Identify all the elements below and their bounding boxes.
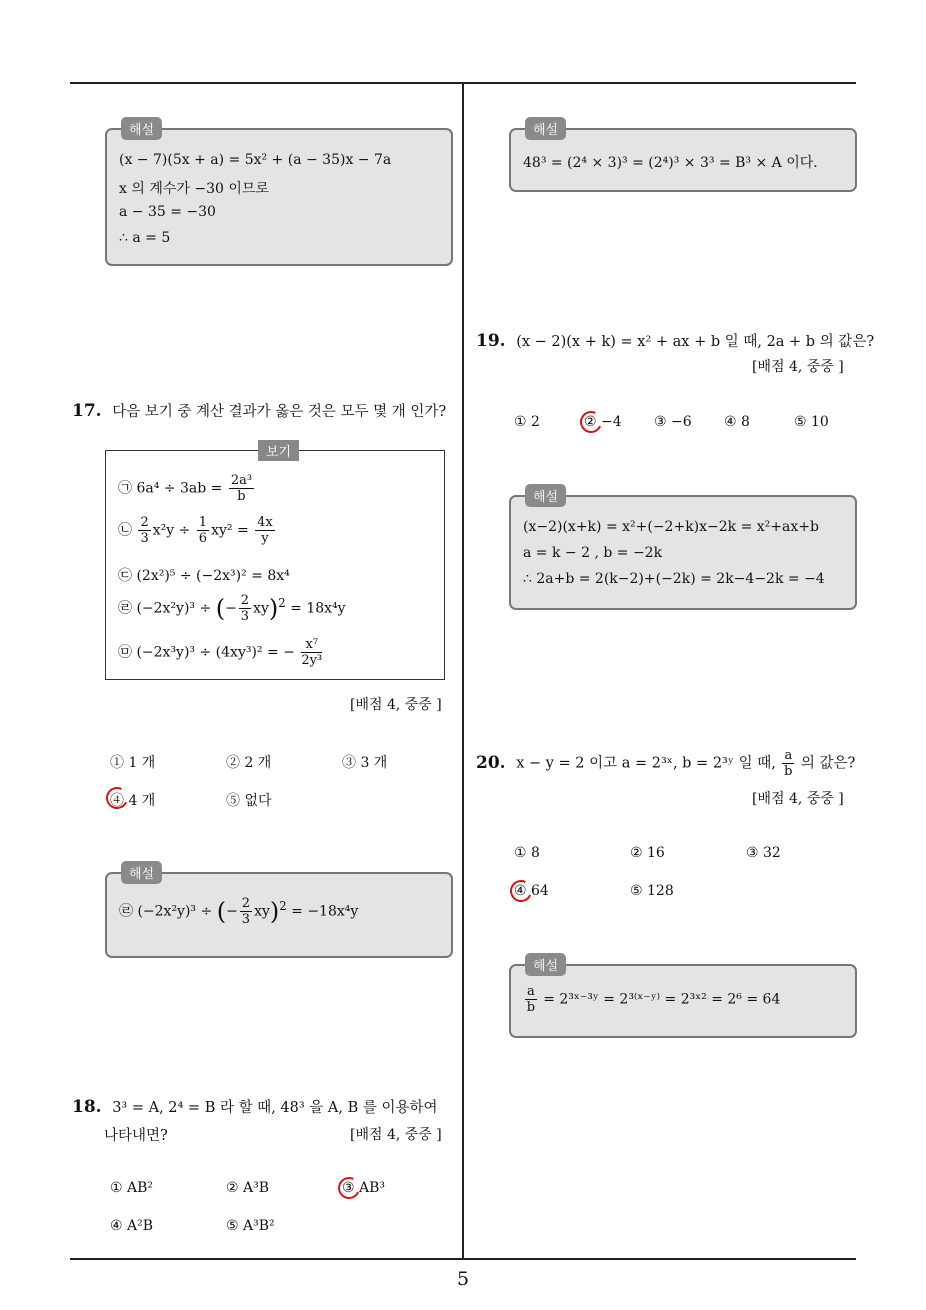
- question-number: 18.: [72, 1097, 102, 1117]
- bogi-item-3: ㉢ (2x²)⁵ ÷ (−2x³)² = 8x⁴: [118, 568, 290, 584]
- points-20: [배점 4, 중중 ]: [752, 791, 844, 807]
- solution-label: 해설: [525, 117, 566, 140]
- choice-19-4[interactable]: ④ 8: [724, 414, 750, 430]
- choice-20-4[interactable]: ④ 64: [514, 883, 549, 899]
- choice-20-1[interactable]: ① 8: [514, 845, 540, 861]
- solution-line: ∴ 2a+b = 2(k−2)+(−2k) = 2k−4−2k = −4: [523, 571, 825, 587]
- solution-17-box: [105, 867, 453, 958]
- question-number: 19.: [476, 331, 506, 351]
- choice-17-5[interactable]: ⑤ 없다: [226, 793, 272, 809]
- choice-19-3[interactable]: ③ −6: [654, 414, 692, 430]
- solution-label: 해설: [525, 484, 566, 507]
- bogi-item-5: ㉤ (−2x³y)³ ÷ (4xy³)² = − $\frac{\text{x⁷}}{\text{2y³}}$: [118, 637, 323, 668]
- solution-line: a − 35 = −30: [119, 204, 216, 220]
- solution-label: 해설: [121, 861, 162, 884]
- answer-mark-20: [507, 877, 535, 905]
- choice-19-1[interactable]: ① 2: [514, 414, 540, 430]
- solution-16-box: [105, 123, 453, 266]
- question-text: 3³ = A, 2⁴ = B 라 할 때, 48³ 을 A, B 를 이용하여: [112, 1100, 438, 1116]
- choice-19-5[interactable]: ⑤ 10: [794, 414, 829, 430]
- question-20: [476, 748, 855, 779]
- choice-20-3[interactable]: ③ 32: [746, 845, 781, 861]
- solution-line: ∴ a = 5: [119, 230, 171, 246]
- choice-18-4[interactable]: ④ A²B: [110, 1218, 154, 1234]
- choice-18-2[interactable]: ② A³B: [226, 1180, 270, 1196]
- solution-line: x 의 계수가 −30 이므로: [119, 181, 269, 197]
- solution-line: (x − 7)(5x + a) = 5x² + (a − 35)x − 7a: [119, 152, 392, 168]
- bogi-item-4: ㉣ (−2x²y)³ ÷ (− $\frac{2}{3}$ xy)$^2$ = 18x⁴y: [118, 593, 346, 624]
- choice-17-4[interactable]: ④ 4 개: [110, 793, 156, 809]
- choice-19-2[interactable]: ② −4: [584, 414, 622, 430]
- question-text: x − y = 2 이고 a = 2³ˣ, b = 2³ʸ 일 때,: [516, 755, 776, 772]
- question-number: 20.: [476, 752, 506, 773]
- question-number: 17.: [72, 401, 102, 421]
- answer-mark-19: [577, 408, 605, 436]
- choice-18-1[interactable]: ① AB²: [110, 1180, 154, 1196]
- solution-19-box: [509, 490, 857, 610]
- solution-line: 48³ = (2⁴ × 3)³ = (2⁴)³ × 3³ = B³ × A 이다.: [523, 155, 818, 171]
- question-text: 다음 보기 중 계산 결과가 옳은 것은 모두 몇 개 인가?: [112, 404, 447, 420]
- question-19: [476, 330, 874, 351]
- choice-17-2[interactable]: ② 2 개: [226, 755, 272, 771]
- choice-18-5[interactable]: ⑤ A³B²: [226, 1218, 275, 1234]
- bogi-item-1: ㉠ 6a⁴ ÷ 3ab = $\frac{\text{2a³}}{b}$: [118, 473, 253, 504]
- points-18: [배점 4, 중중 ]: [350, 1127, 442, 1143]
- column-divider: [462, 84, 464, 1260]
- question-fraction: $\frac{a}{b}$: [784, 748, 793, 779]
- choice-17-1[interactable]: ① 1 개: [110, 755, 156, 771]
- bogi-item-2: ㉡ $\frac{2}{3}$ x²y ÷ $\frac{1}{6}$ xy² = $\frac{4x}{y}$: [118, 515, 273, 546]
- points-17: [배점 4, 중중 ]: [350, 697, 442, 713]
- bogi-label: 보기: [258, 440, 299, 461]
- choice-20-5[interactable]: ⑤ 128: [630, 883, 674, 899]
- question-text-tail: 의 값은?: [800, 755, 856, 772]
- choice-20-2[interactable]: ② 16: [630, 845, 665, 861]
- solution-line: a = k − 2 , b = −2k: [523, 545, 663, 561]
- solution-line: $\frac{a}{b}$ = 2³ˣ⁻³ʸ = 2³⁽ˣ⁻ʸ⁾ = 2³ˣ² = 2⁶ = 64: [526, 984, 781, 1015]
- choice-17-3[interactable]: ③ 3 개: [342, 755, 388, 771]
- question-18: [72, 1096, 438, 1117]
- solution-label: 해설: [525, 953, 566, 976]
- question-17: [72, 400, 446, 421]
- solution-label: 해설: [121, 117, 162, 140]
- solution-18-box: [509, 123, 857, 192]
- bogi-box: [105, 445, 445, 680]
- solution-20-box: [509, 959, 857, 1038]
- points-19: [배점 4, 중중 ]: [752, 359, 844, 375]
- question-text: (x − 2)(x + k) = x² + ax + b 일 때, 2a + b 의 값은?: [516, 334, 875, 350]
- answer-mark-18: [335, 1174, 363, 1202]
- solution-line: ㉣ (−2x²y)³ ÷ (− $\frac{2}{3}$ xy)$^2$ = −18x⁴y: [119, 896, 359, 927]
- bottom-rule: [70, 1258, 856, 1260]
- page-number: 5: [456, 1268, 470, 1290]
- question-18-line2: 나타내면?: [104, 1128, 168, 1144]
- choice-18-3[interactable]: ③ AB³: [342, 1180, 386, 1196]
- solution-line: (x−2)(x+k) = x²+(−2+k)x−2k = x²+ax+b: [523, 519, 819, 535]
